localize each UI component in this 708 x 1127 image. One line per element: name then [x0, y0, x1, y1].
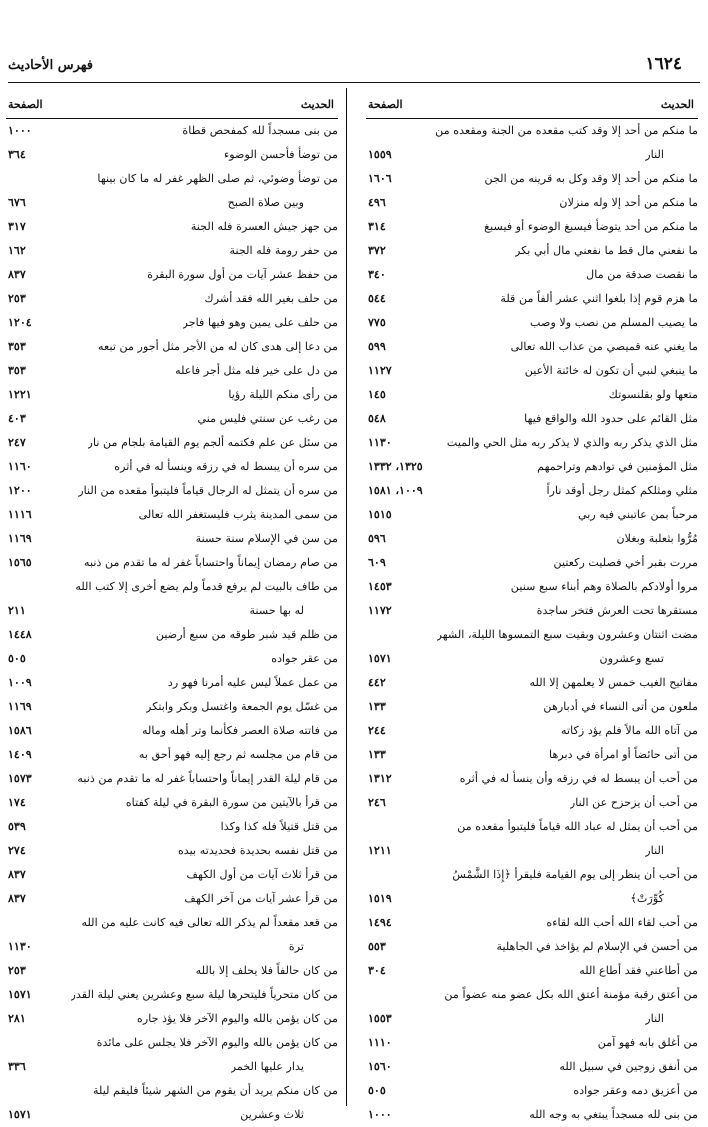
page-reference: ١٥٧١: [368, 652, 392, 665]
hadith-text: من توضأ فأحسن الوضوء: [224, 148, 338, 161]
page-reference: ٥٥٣: [368, 940, 386, 953]
index-entry: [366, 791, 698, 815]
hadith-column-heading: الحديث: [300, 98, 334, 111]
index-entry: [366, 983, 698, 1007]
right-entries-list: [366, 119, 698, 1127]
index-entry: [366, 383, 698, 407]
index-entry: [366, 239, 698, 263]
index-entry: [6, 527, 338, 551]
page-reference: ١٤٥٣: [368, 580, 392, 593]
index-entry: [6, 959, 338, 983]
index-entry: [6, 479, 338, 503]
page-reference: ٣٦٤: [8, 148, 26, 161]
page-reference: ٤٤٢: [368, 676, 386, 689]
index-entry: [366, 767, 698, 791]
index-entry: [366, 743, 698, 767]
hadith-text: من أتى حائضاً أو امرأة في دبرها: [549, 748, 698, 761]
column-divider: [346, 88, 347, 1106]
hadith-text: مروا أولادكم بالصلاة وهم أبناء سبع سنين: [510, 580, 698, 593]
page-reference: ١١٧٢: [368, 604, 392, 617]
hadith-text: من أحب أن يبسط له في رزقه وأن ينسأ له في أثره: [459, 772, 698, 785]
page-reference: ٣٠٤: [368, 964, 386, 977]
hadith-text: ما منكم من أحد إلا وقد كتب مقعده من الجنة ومقعده من: [435, 124, 698, 137]
hadith-text: من كان يؤمن بالله واليوم الآخر فلا يؤذ جاره: [136, 1012, 338, 1025]
hadith-text: من فاتته صلاة العصر فكأنما وتر أهله وماله: [141, 724, 338, 737]
index-entry: [6, 623, 338, 647]
page-reference: ٢٧٤: [8, 844, 26, 857]
hadith-text: من أحب أن ينظر إلى يوم القيامة فليقرأ ﴿إِذَا الشَّمْسُ: [452, 868, 698, 881]
hadith-text: مثلي ومثلكم كمثل رجل أوقد ناراً: [546, 484, 698, 497]
hadith-text: مرحباً بمن عاتبني فيه ربي: [577, 508, 698, 521]
page-reference: ١٢٠٠: [8, 484, 32, 497]
page-reference: ١٤٤٨: [8, 628, 32, 641]
hadith-text: من حفر رومة فله الجنة: [229, 244, 338, 257]
hadith-text: من أعتق رقبة مؤمنة أعتق الله بكل عضو منه عضواً من: [444, 988, 698, 1001]
page-reference: ٥٠٥: [8, 652, 26, 665]
index-entry: [6, 911, 338, 935]
index-entry: [366, 623, 698, 647]
page-reference: ٢٤٦: [368, 796, 386, 809]
page-reference: ١٤٥: [368, 388, 386, 401]
page-reference: ٢٨١: [8, 1012, 26, 1025]
hadith-text: من بنى لله مسجداً يبتغي به وجه الله: [529, 1108, 698, 1121]
page-reference: ٥٩٩: [368, 340, 386, 353]
page-reference: ٢٥٣: [8, 292, 26, 305]
index-entry: [6, 407, 338, 431]
index-entry: [6, 983, 338, 1007]
index-entry: [6, 215, 338, 239]
index-entry: [366, 935, 698, 959]
hadith-text: ما يغني عنه قميصي من عذاب الله تعالى: [510, 340, 698, 353]
page-reference: ٢٤٧: [8, 436, 26, 449]
index-entry: [366, 863, 698, 887]
page-reference: ١٥٧١: [8, 1108, 32, 1121]
index-entry: [6, 167, 338, 191]
page-reference: ٥٤٨: [368, 412, 386, 425]
hadith-text: من قعد مقعداً لم يذكر الله تعالى فيه كانت عليه من الله: [81, 916, 338, 929]
page-reference: ٥٣٩: [8, 820, 26, 833]
index-entry: [6, 311, 338, 335]
index-entry: [366, 479, 698, 503]
index-entry: [366, 1031, 698, 1055]
index-entry: [6, 695, 338, 719]
hadith-text: من سره أن يبسط له في رزقه وينسأ له في أثره: [114, 460, 338, 473]
hadith-text: من آتاه الله مالاً فلم يؤد زكاته: [561, 724, 698, 737]
hadith-text: كُوِّرَتْ﴾: [630, 892, 664, 905]
index-entry: [6, 1055, 338, 1079]
page-reference: ١٥٥٣: [368, 1012, 392, 1025]
page-reference: ١٢٠٤: [8, 316, 32, 329]
page-reference: ١٥٦٥: [8, 556, 32, 569]
index-entry: [6, 863, 338, 887]
page-reference: ٦٧٦: [8, 196, 26, 209]
running-title: فهرس الأحاديث: [8, 58, 93, 73]
hadith-text: مُرُّوا بثعلبة وبغلان: [616, 532, 698, 545]
hadith-text: من كان حالفاً فلا يحلف إلا بالله: [195, 964, 338, 977]
index-entry: [366, 575, 698, 599]
index-entry: [366, 671, 698, 695]
hadith-text: من أحسن في الإسلام لم يؤاخذ في الجاهلية: [496, 940, 698, 953]
page-reference: ١٥٨٦: [8, 724, 32, 737]
page-reference: ١٠٠٠: [8, 124, 32, 137]
index-entry: [366, 911, 698, 935]
index-entry: [366, 215, 698, 239]
hadith-text: النار: [645, 844, 664, 857]
page-reference: ١١٦٠: [8, 460, 32, 473]
hadith-text: من قام ليلة القدر إيماناً واحتساباً غفر له ما تقدم من ذنبه: [77, 772, 338, 785]
hadith-text: من قرأ بالآيتين من سورة البقرة في ليلة كفتاه: [125, 796, 338, 809]
index-entry: [6, 1031, 338, 1055]
page-reference: ٨٣٧: [8, 892, 26, 905]
index-entry: [6, 191, 338, 215]
index-entry: [6, 383, 338, 407]
hadith-text: من توضأ وضوئي، ثم صلى الظهر غفر له ما كان بينها: [97, 172, 338, 185]
page-reference: ٤٩٦: [368, 196, 386, 209]
hadith-text: ما منكم من أحد يتوضأ فيسبغ الوضوء أو فيسبغ: [484, 220, 698, 233]
index-entry: [366, 287, 698, 311]
hadith-text: ما منكم من أحد إلا وقد وكل به قرينه من الجن: [484, 172, 698, 185]
page-reference: ١٥١٩: [368, 892, 392, 905]
right-column: [366, 94, 698, 1127]
right-column-header: [366, 94, 698, 119]
hadith-text: من كان يؤمن بالله واليوم الآخر فلا يجلس على مائدة: [96, 1036, 338, 1049]
index-entry: [366, 719, 698, 743]
index-entry: [6, 767, 338, 791]
index-entry: [366, 695, 698, 719]
page-reference: ٤٠٣: [8, 412, 26, 425]
hadith-text: من أحب لقاء الله أحب الله لقاءه: [546, 916, 698, 929]
hadith-text: من كان منكم يريد أن يقوم من الشهر شيئاً فليقم ليلة: [93, 1084, 338, 1097]
page-reference: ١٤٩٤: [368, 916, 392, 929]
page-reference: ٧٧٥: [368, 316, 386, 329]
left-column-header: [6, 94, 338, 119]
page-reference: ٢٤٤: [368, 724, 386, 737]
hadith-text: مضت اثنتان وعشرون وبقيت سبع التمسوها الليلة، الشهر: [436, 628, 698, 641]
page-reference: ٣٥٣: [8, 340, 26, 353]
page-reference: ١١٦٩: [8, 532, 32, 545]
hadith-text: من قتل قتيلاً فله كذا وكذا: [220, 820, 338, 833]
page-reference: ٥٩٦: [368, 532, 386, 545]
page-reference: ٣١٤: [368, 220, 386, 233]
index-entry: [6, 1103, 338, 1127]
page-reference: ١٣٣: [368, 748, 386, 761]
page-reference: ١١٣٠: [8, 940, 32, 953]
index-entry: [366, 1055, 698, 1079]
hadith-text: ثلاث وعشرين: [240, 1108, 304, 1121]
page-reference: ٣٤٠: [368, 268, 386, 281]
index-entry: [366, 455, 698, 479]
hadith-text: من عقر جواده: [271, 652, 338, 665]
index-entry: [366, 191, 698, 215]
hadith-text: النار: [645, 148, 664, 161]
page-reference: ٥٤٤: [368, 292, 386, 305]
index-entry: [6, 743, 338, 767]
hadith-text: مررت بقبر أخي فصليت ركعتين: [553, 556, 698, 569]
index-entry: [6, 551, 338, 575]
index-entry: [366, 647, 698, 671]
index-entry: [6, 359, 338, 383]
page-reference: ٨٣٧: [8, 268, 26, 281]
index-entry: [6, 143, 338, 167]
index-entry: [6, 287, 338, 311]
hadith-text: من دعا إلى هدى كان له من الأجر مثل أجور من تبعه: [98, 340, 338, 353]
page-reference: ١٥٧١: [8, 988, 32, 1001]
page-reference: ٨٣٧: [8, 868, 26, 881]
hadith-text: من ظلم قيد شبر طوقه من سبع أرضين: [155, 628, 338, 641]
page-reference: ١١٢٧: [368, 364, 392, 377]
hadith-text: من قام من مجلسه ثم رجع إليه فهو أحق به: [138, 748, 338, 761]
hadith-text: ترة: [288, 940, 304, 953]
hadith-text: من بنى مسجداً لله كمفحص قطاة: [182, 124, 338, 137]
hadith-text: ما منكم من أحد إلا وله منزلان: [559, 196, 698, 209]
hadith-text: ملعون من أتى النساء في أدبارهن: [543, 700, 698, 713]
hadith-text: له بها حسنة: [249, 604, 304, 617]
left-column: [6, 94, 338, 1127]
index-entry: [366, 1079, 698, 1103]
hadith-text: من أغلق بابه فهو آمن: [597, 1036, 698, 1049]
hadith-text: من حلف بغير الله فقد أشرك: [204, 292, 338, 305]
hadith-text: ما نفعني مال قط ما نفعني مال أبي بكر: [514, 244, 698, 257]
page-reference: ١٥٦٠: [368, 1060, 392, 1073]
hadith-text: من رأى منكم الليلة رؤيا: [228, 388, 338, 401]
hadith-text: من دل على خير فله مثل أجر فاعله: [175, 364, 338, 377]
index-entry: [6, 647, 338, 671]
index-entry: [6, 1007, 338, 1031]
page-reference: ١٢١١: [368, 844, 392, 857]
index-entry: [366, 407, 698, 431]
header-rule: [8, 82, 700, 83]
index-entry: [366, 359, 698, 383]
page-reference: ٣٥٣: [8, 364, 26, 377]
hadith-text: تسع وعشرون: [599, 652, 664, 665]
page-reference: ١٢٢١: [8, 388, 32, 401]
index-entry: [366, 551, 698, 575]
page-reference: ١٥٧٣: [8, 772, 32, 785]
hadith-text: من حلف على يمين وهو فيها فاجر: [182, 316, 338, 329]
hadith-text: من أحب أن يزحزح عن النار: [569, 796, 698, 809]
hadith-text: من سن في الإسلام سنة حسنة: [195, 532, 338, 545]
index-entry: [366, 887, 698, 911]
index-entry: [366, 119, 698, 143]
hadith-text: من قتل نفسه بحديدة فحديدته بيده: [177, 844, 338, 857]
page-reference: ١٠٠٩: [8, 676, 32, 689]
page-reference: ١٠٠٠: [368, 1108, 392, 1121]
page-reference: ١٠٠٩، ١٥٨١: [368, 484, 423, 497]
index-entry: [366, 815, 698, 839]
page-reference: ١٦٢: [8, 244, 26, 257]
index-entry: [6, 671, 338, 695]
index-entry: [366, 143, 698, 167]
hadith-text: وبين صلاة الصبح: [227, 196, 304, 209]
hadith-text: من جهز جيش العسرة فله الجنة: [190, 220, 338, 233]
hadith-text: من سره أن يتمثل له الرجال قياماً فليتبوأ مقعده من النار: [78, 484, 338, 497]
page-reference: ١٦٠٦: [368, 172, 392, 185]
index-entry: [366, 1007, 698, 1031]
page-reference: ١٣٣: [368, 700, 386, 713]
page-reference: ٢٥٣: [8, 964, 26, 977]
index-entry: [6, 263, 338, 287]
index-entry: [6, 119, 338, 143]
page-reference: ١٧٤: [8, 796, 26, 809]
index-entry: [366, 167, 698, 191]
hadith-text: متعها ولو بقلنسوتك: [608, 388, 698, 401]
index-entry: [6, 239, 338, 263]
index-entry: [6, 599, 338, 623]
hadith-text: من سمى المدينة يثرب فليستغفر الله تعالى: [138, 508, 338, 521]
hadith-text: من غسّل يوم الجمعة واغتسل وبكر وابتكر: [146, 700, 338, 713]
page-reference: ١١١٠: [368, 1036, 392, 1049]
index-entry: [366, 527, 698, 551]
index-entry: [366, 311, 698, 335]
page-number: ١٦٢٤: [645, 54, 682, 74]
page-reference: ٢١١: [8, 604, 26, 617]
page-reference: ٦٠٩: [368, 556, 386, 569]
index-entry: [366, 599, 698, 623]
hadith-text: من طاف بالبيت لم يرفع قدماً ولم يضع أخرى إلا كتب الله: [75, 580, 338, 593]
index-entry: [6, 431, 338, 455]
hadith-text: ما نقصت صدقة من مال: [586, 268, 698, 281]
hadith-text: ما ينبغي لنبي أن تكون له خائنة الأعين: [524, 364, 698, 377]
hadith-text: من سئل عن علم فكتمه ألجم يوم القيامة بلجام من نار: [87, 436, 338, 449]
index-entry: [366, 263, 698, 287]
page-reference: ١١٦٩: [8, 700, 32, 713]
hadith-text: النار: [645, 1012, 664, 1025]
page-reference: ٣٧٢: [368, 244, 386, 257]
index-entry: [366, 503, 698, 527]
hadith-text: ما يصيب المسلم من نصب ولا وصب: [529, 316, 698, 329]
page-column-heading: الصفحة: [368, 98, 403, 111]
index-entry: [6, 575, 338, 599]
hadith-column-heading: الحديث: [660, 98, 694, 111]
hadith-text: ما هزم قوم إذا بلغوا اثني عشر ألفاً من قلة: [500, 292, 698, 305]
left-entries-list: [6, 119, 338, 1127]
hadith-text: مثل المؤمنين في توادهم وتراحمهم: [537, 460, 698, 473]
index-entry: [6, 791, 338, 815]
hadith-text: من صام رمضان إيماناً واحتساباً غفر له ما تقدم من ذنبه: [83, 556, 338, 569]
index-entry: [6, 503, 338, 527]
page-reference: ١١٣٠: [368, 436, 392, 449]
hadith-text: من حفظ عشر آيات من أول سورة البقرة: [147, 268, 338, 281]
hadith-text: من كان متحرياً فليتحرها ليلة سبع وعشرين يعني ليلة القدر: [70, 988, 338, 1001]
hadith-text: من رغب عن سنتي فليس مني: [197, 412, 338, 425]
index-entry: [6, 335, 338, 359]
index-entry: [6, 719, 338, 743]
hadith-text: مفاتيح الغيب خمس لا يعلمهن إلا الله: [529, 676, 698, 689]
page-reference: ١٣٢٥، ١٣٣٢: [368, 460, 423, 473]
hadith-text: من أنفق زوجين في سبيل الله: [559, 1060, 698, 1073]
index-entry: [6, 1079, 338, 1103]
page-reference: ١١١٦: [8, 508, 32, 521]
page-reference: ٣١٧: [8, 220, 26, 233]
hadith-text: من أحب أن يمثل له عباد الله قياماً فليتبوأ مقعده من: [457, 820, 698, 833]
hadith-text: مثل القائم على حدود الله والواقع فيها: [524, 412, 698, 425]
page-reference: ١٥١٥: [368, 508, 392, 521]
page-reference: ١٤٠٩: [8, 748, 32, 761]
index-entry: [366, 839, 698, 863]
index-entry: [366, 1103, 698, 1127]
index-entry: [366, 431, 698, 455]
page-reference: ٥٠٥: [368, 1084, 386, 1097]
page-column-heading: الصفحة: [8, 98, 43, 111]
hadith-text: من عمل عملاً ليس عليه أمرنا فهو رد: [167, 676, 338, 689]
index-entry: [6, 815, 338, 839]
hadith-text: مثل الذي يذكر ربه والذي لا يذكر ربه مثل الحي والميت: [446, 436, 698, 449]
index-entry: [6, 839, 338, 863]
hadith-text: من قرأ عشر آيات من آخر الكهف: [184, 892, 338, 905]
index-entry: [6, 455, 338, 479]
hadith-text: مستقرها تحت العرش فتخر ساجدة: [536, 604, 698, 617]
hadith-text: من أطاعني فقد أطاع الله: [579, 964, 698, 977]
page-reference: ١٥٥٩: [368, 148, 392, 161]
index-entry: [366, 959, 698, 983]
hadith-text: من قرأ ثلاث آيات من أول الكهف: [186, 868, 338, 881]
index-entry: [6, 935, 338, 959]
index-entry: [6, 887, 338, 911]
hadith-text: يدار عليها الخمر: [230, 1060, 304, 1073]
index-entry: [366, 335, 698, 359]
hadith-text: من أعزيق دمه وعقر جواده: [573, 1084, 698, 1097]
page-reference: ٣٣٦: [8, 1060, 26, 1073]
page-reference: ١٣١٢: [368, 772, 392, 785]
